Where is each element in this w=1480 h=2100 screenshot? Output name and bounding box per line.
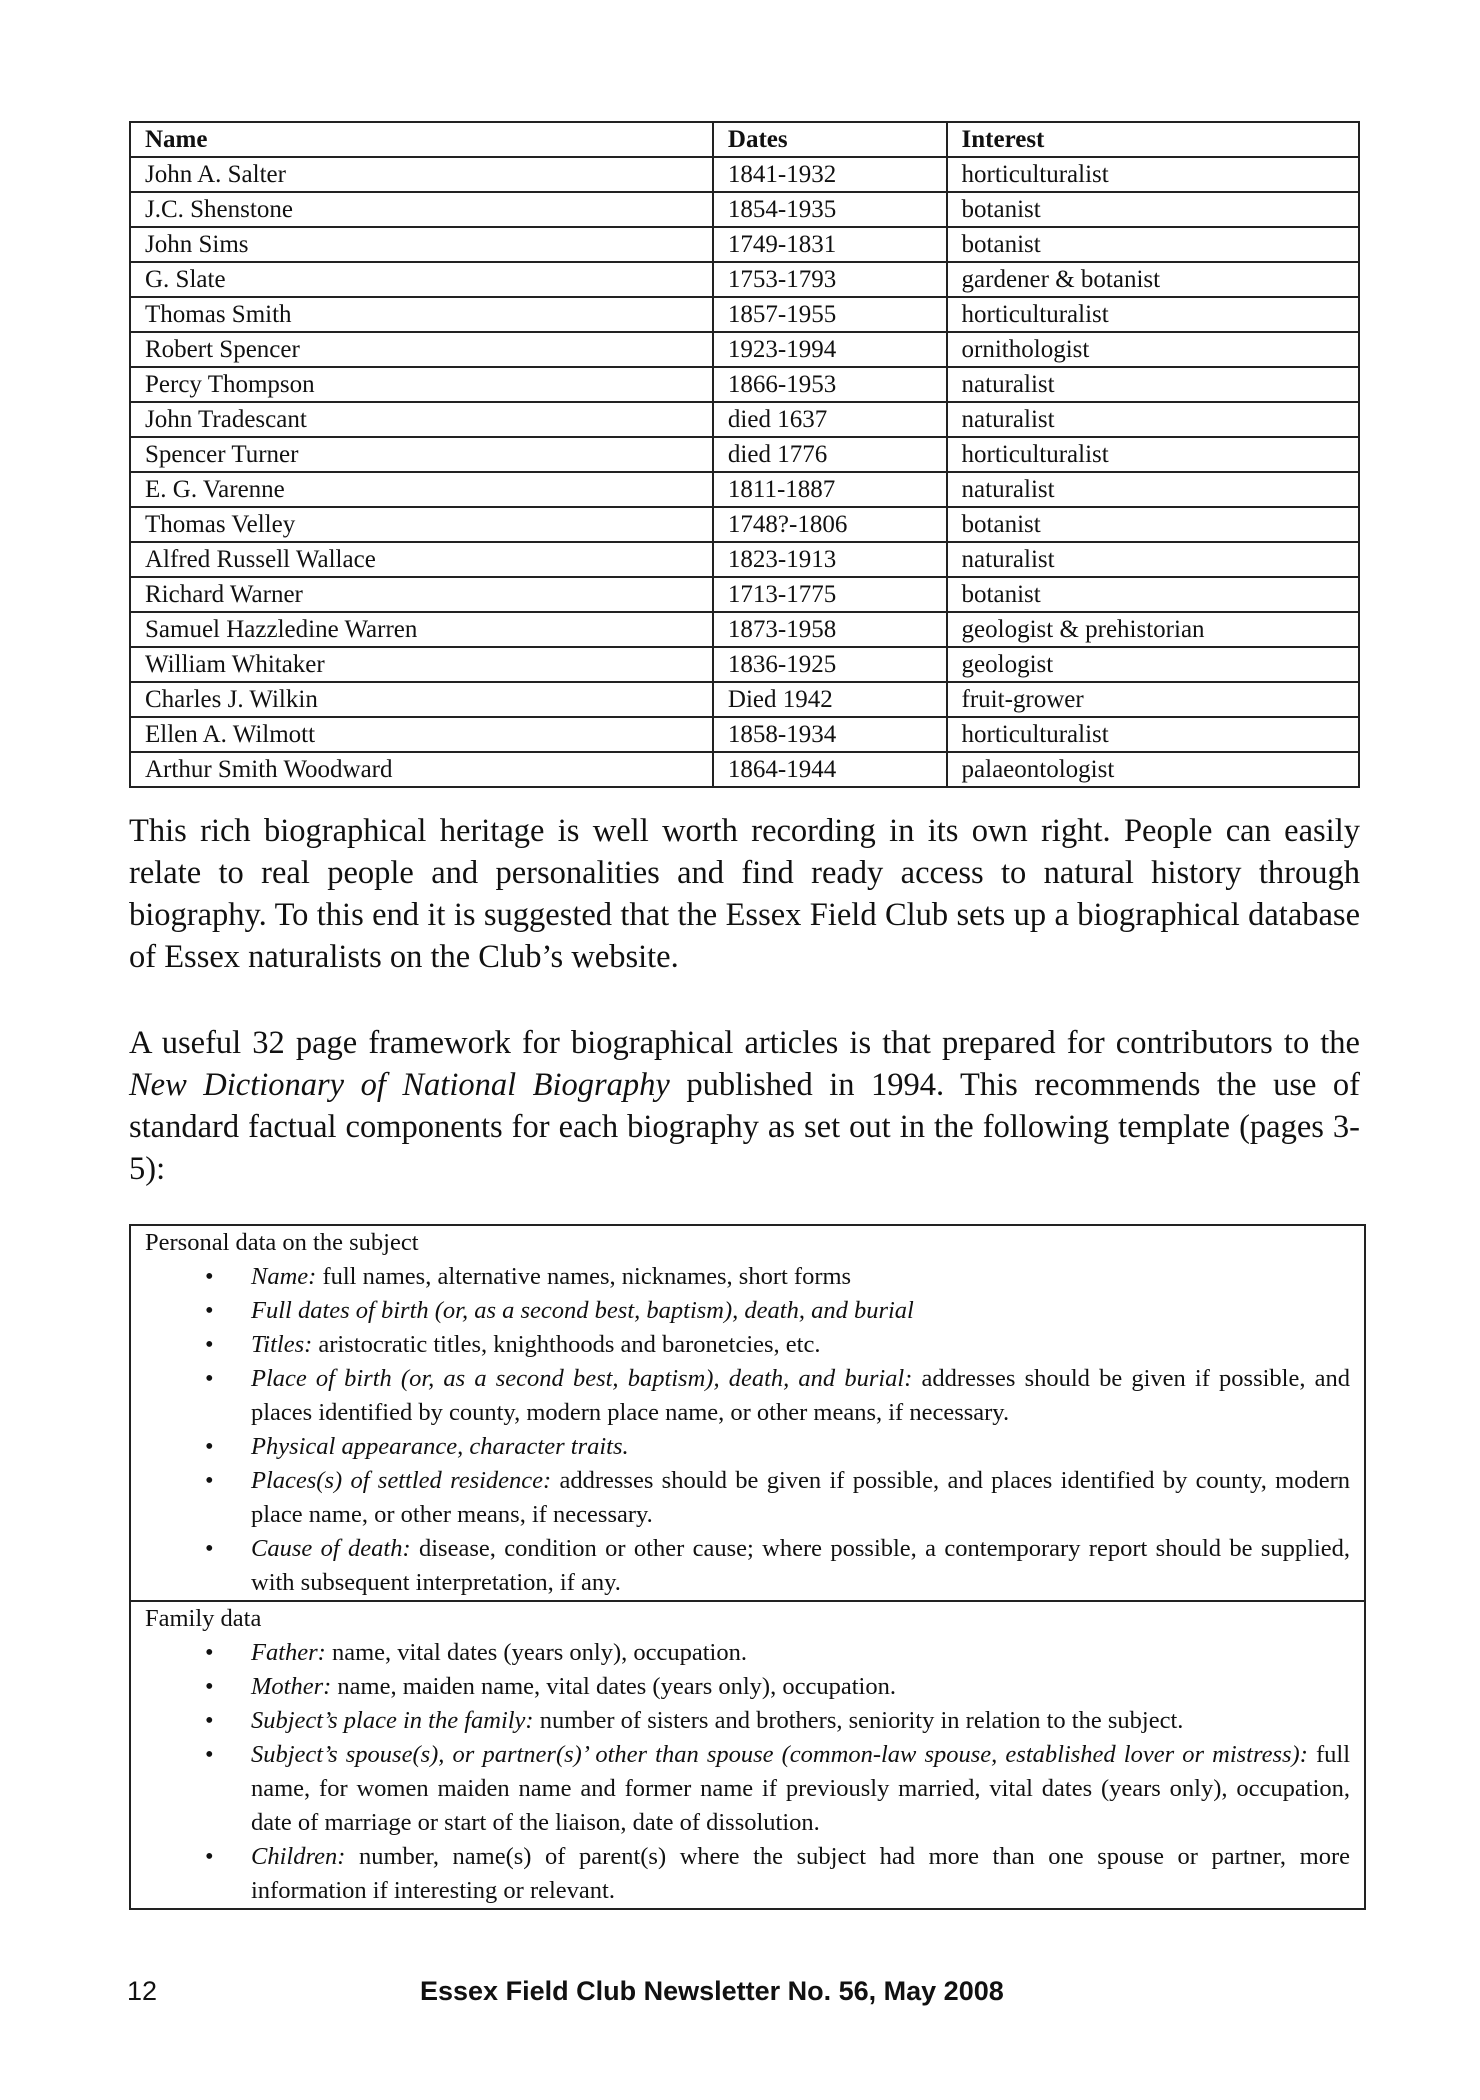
bullet-icon: • xyxy=(205,1673,214,1700)
cell-name: G. Slate xyxy=(130,262,713,297)
bullet-icon: • xyxy=(205,1535,214,1562)
cell-interest: horticulturalist xyxy=(947,437,1359,472)
list-item xyxy=(145,1362,1350,1430)
cell-dates: 1823-1913 xyxy=(713,542,947,577)
cell-dates: 1841-1932 xyxy=(713,157,947,192)
table-row xyxy=(130,192,1359,227)
family-data-section xyxy=(131,1600,1364,1908)
item-text: addresses should be given if possible, and places identified by county, modern place name, or other means, if necessary. xyxy=(251,1467,1350,1528)
bullet-icon: • xyxy=(205,1433,214,1460)
cell-dates: 1713-1775 xyxy=(713,577,947,612)
list-item xyxy=(145,1260,1350,1294)
cell-interest: naturalist xyxy=(947,542,1359,577)
bullet-icon: • xyxy=(205,1297,214,1324)
cell-interest: botanist xyxy=(947,507,1359,542)
biography-template-box xyxy=(129,1224,1366,1910)
column-header-interest: Interest xyxy=(947,122,1359,157)
item-text: name, maiden name, vital dates (years only), occupation. xyxy=(331,1673,896,1700)
item-text: full name, for women maiden name and former name if previously married, vital dates (years only), occupation, date of marriage or start of the liaison, date of dissolution. xyxy=(251,1741,1350,1836)
cell-name: E. G. Varenne xyxy=(130,472,713,507)
bullet-icon: • xyxy=(205,1843,214,1870)
cell-name: Thomas Velley xyxy=(130,507,713,542)
cell-interest: botanist xyxy=(947,192,1359,227)
cell-interest: palaeontologist xyxy=(947,752,1359,787)
bullet-icon: • xyxy=(205,1741,214,1768)
bullet-icon: • xyxy=(205,1331,214,1358)
cell-dates: died 1637 xyxy=(713,402,947,437)
cell-interest: horticulturalist xyxy=(947,157,1359,192)
list-item xyxy=(145,1670,1350,1704)
cell-interest: gardener & botanist xyxy=(947,262,1359,297)
table-header-row xyxy=(130,122,1359,157)
cell-dates: 1836-1925 xyxy=(713,647,947,682)
cell-dates: 1923-1994 xyxy=(713,332,947,367)
table-row xyxy=(130,472,1359,507)
item-label: Places(s) of settled residence: xyxy=(251,1467,552,1494)
cell-interest: naturalist xyxy=(947,472,1359,507)
item-label: Subject’s spouse(s), or partner(s)’ other than spouse (common-law spouse, established lover or mistress): xyxy=(251,1741,1308,1768)
item-label: Mother: xyxy=(251,1673,332,1700)
cell-name: William Whitaker xyxy=(130,647,713,682)
item-text: number, name(s) of parent(s) where the subject had more than one spouse or partner, more information if interesting or relevant. xyxy=(251,1843,1350,1904)
table-body xyxy=(130,157,1359,787)
bullet-icon: • xyxy=(205,1707,214,1734)
section-heading: Personal data on the subject xyxy=(145,1229,419,1256)
cell-interest: geologist & prehistorian xyxy=(947,612,1359,647)
cell-name: Richard Warner xyxy=(130,577,713,612)
cell-dates: Died 1942 xyxy=(713,682,947,717)
table-row xyxy=(130,577,1359,612)
item-label: Cause of death: xyxy=(251,1535,411,1562)
cell-name: John Sims xyxy=(130,227,713,262)
newsletter-title: Essex Field Club Newsletter No. 56, May 2008 xyxy=(420,1976,1004,2006)
cell-name: Percy Thompson xyxy=(130,367,713,402)
table-row xyxy=(130,752,1359,787)
table-row xyxy=(130,507,1359,542)
list-item xyxy=(145,1840,1350,1908)
cell-interest: fruit-grower xyxy=(947,682,1359,717)
table-row xyxy=(130,402,1359,437)
cell-interest: horticulturalist xyxy=(947,297,1359,332)
list-item xyxy=(145,1738,1350,1840)
item-label: Father: xyxy=(251,1639,326,1666)
cell-name: Samuel Hazzledine Warren xyxy=(130,612,713,647)
cell-dates: 1864-1944 xyxy=(713,752,947,787)
cell-name: Charles J. Wilkin xyxy=(130,682,713,717)
list-item xyxy=(145,1532,1350,1600)
cell-dates: 1748?-1806 xyxy=(713,507,947,542)
template-list xyxy=(145,1260,1350,1600)
item-text: full names, alternative names, nicknames, short forms xyxy=(316,1263,852,1290)
framework-paragraph xyxy=(129,1022,1360,1190)
table-row xyxy=(130,647,1359,682)
list-item xyxy=(145,1636,1350,1670)
cell-interest: naturalist xyxy=(947,402,1359,437)
table-row xyxy=(130,157,1359,192)
framework-text-end: published in 1994. This recommends the use of standard factual components for each biography as set out in the following template (pages 3-5): xyxy=(129,1067,1360,1187)
cell-name: Arthur Smith Woodward xyxy=(130,752,713,787)
table-row xyxy=(130,332,1359,367)
cell-interest: botanist xyxy=(947,577,1359,612)
item-label: Children: xyxy=(251,1843,346,1870)
item-text: aristocratic titles, knighthoods and baronetcies, etc. xyxy=(312,1331,821,1358)
dictionary-title: New Dictionary of National Biography xyxy=(129,1067,670,1103)
cell-dates: 1811-1887 xyxy=(713,472,947,507)
cell-interest: naturalist xyxy=(947,367,1359,402)
cell-dates: 1854-1935 xyxy=(713,192,947,227)
table-row xyxy=(130,542,1359,577)
list-item xyxy=(145,1464,1350,1532)
cell-interest: botanist xyxy=(947,227,1359,262)
naturalists-table xyxy=(129,121,1360,788)
template-list xyxy=(145,1636,1350,1908)
item-label: Place of birth (or, as a second best, baptism), death, and burial: xyxy=(251,1365,913,1392)
cell-interest: ornithologist xyxy=(947,332,1359,367)
cell-name: Thomas Smith xyxy=(130,297,713,332)
cell-name: John A. Salter xyxy=(130,157,713,192)
list-item xyxy=(145,1328,1350,1362)
cell-name: Alfred Russell Wallace xyxy=(130,542,713,577)
table-row xyxy=(130,262,1359,297)
cell-interest: geologist xyxy=(947,647,1359,682)
cell-dates: died 1776 xyxy=(713,437,947,472)
bullet-icon: • xyxy=(205,1639,214,1666)
item-text: disease, condition or other cause; where possible, a contemporary report should be supplied, with subsequent interpretation, if any. xyxy=(251,1535,1350,1596)
item-label: Name: xyxy=(251,1263,317,1290)
item-label: Titles: xyxy=(251,1331,313,1358)
heritage-paragraph: This rich biographical heritage is well worth recording in its own right. People can easily relate to real people and personalities and find ready access to natural history through biography. To this end it is suggested that the Essex Field Club sets up a biographical database of Essex naturalists on the Club’s website. xyxy=(129,813,1360,975)
cell-dates: 1753-1793 xyxy=(713,262,947,297)
table-row xyxy=(130,227,1359,262)
table-row xyxy=(130,612,1359,647)
bullet-icon: • xyxy=(205,1365,214,1392)
table-row xyxy=(130,437,1359,472)
cell-name: Ellen A. Wilmott xyxy=(130,717,713,752)
cell-name: Robert Spencer xyxy=(130,332,713,367)
column-header-name: Name xyxy=(130,122,713,157)
cell-interest: horticulturalist xyxy=(947,717,1359,752)
list-item xyxy=(145,1430,1350,1464)
table-row xyxy=(130,717,1359,752)
table-row xyxy=(130,682,1359,717)
table-row xyxy=(130,297,1359,332)
section-heading: Family data xyxy=(145,1605,262,1632)
column-header-dates: Dates xyxy=(713,122,947,157)
cell-name: J.C. Shenstone xyxy=(130,192,713,227)
page-number: 12 xyxy=(127,1976,158,2006)
cell-name: Spencer Turner xyxy=(130,437,713,472)
cell-dates: 1749-1831 xyxy=(713,227,947,262)
item-text: addresses should be given if possible, and places identified by county, modern place name, or other means, if necessary. xyxy=(251,1365,1350,1426)
item-label: Subject’s place in the family: xyxy=(251,1707,534,1734)
cell-name: John Tradescant xyxy=(130,402,713,437)
item-label: Full dates of birth (or, as a second best, baptism), death, and burial xyxy=(251,1297,914,1324)
list-item xyxy=(145,1294,1350,1328)
item-text: number of sisters and brothers, seniority in relation to the subject. xyxy=(533,1707,1184,1734)
framework-text-start: A useful 32 page framework for biographical articles is that prepared for contributors to the xyxy=(129,1025,1360,1061)
cell-dates: 1866-1953 xyxy=(713,367,947,402)
cell-dates: 1858-1934 xyxy=(713,717,947,752)
personal-data-section xyxy=(131,1226,1364,1600)
list-item xyxy=(145,1704,1350,1738)
item-label: Physical appearance, character traits. xyxy=(251,1433,629,1460)
table-row xyxy=(130,367,1359,402)
cell-dates: 1857-1955 xyxy=(713,297,947,332)
bullet-icon: • xyxy=(205,1467,214,1494)
item-text: name, vital dates (years only), occupation. xyxy=(325,1639,747,1666)
bullet-icon: • xyxy=(205,1263,214,1290)
cell-dates: 1873-1958 xyxy=(713,612,947,647)
